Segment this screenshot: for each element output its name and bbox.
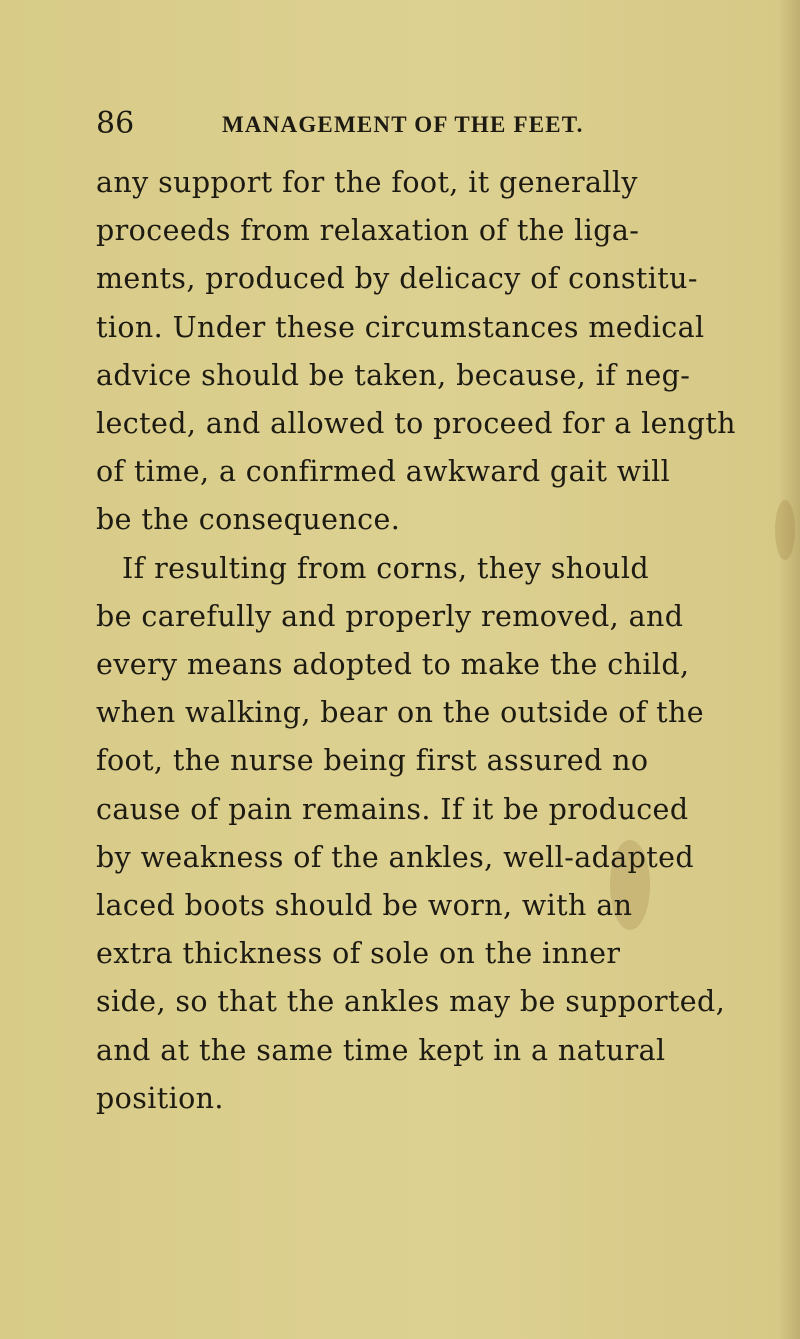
page-header [0, 104, 800, 144]
text-line: and at the same time kept in a natural [96, 1033, 666, 1067]
text-line: every means adopted to make the child, [96, 648, 690, 682]
text-line: proceeds from relaxation of the liga- [96, 214, 640, 248]
text-line: of time, a confirmed awkward gait will [96, 455, 671, 489]
text-line: be carefully and properly removed, and [96, 599, 684, 633]
text-line: foot, the nurse being first assured no [96, 744, 649, 778]
page-stain [775, 500, 795, 560]
paragraph-start-line: If resulting from corns, they should [122, 551, 650, 585]
text-line: side, so that the ankles may be supported, [96, 985, 726, 1019]
running-head: MANAGEMENT OF THE FEET. [222, 112, 584, 137]
text-line: position. [96, 1081, 224, 1115]
text-line: cause of pain remains. If it be produced [96, 792, 689, 826]
text-line: advice should be taken, because, if neg- [96, 358, 691, 392]
body-text [96, 159, 746, 1123]
text-line: any support for the foot, it generally [96, 166, 638, 199]
page-edge-shadow [778, 0, 800, 1339]
text-line: when walking, bear on the outside of the [96, 696, 705, 730]
text-line: by weakness of the ankles, well-adapted [96, 840, 695, 874]
text-line: tion. Under these circumstances medical [96, 310, 705, 344]
text-line: ments, produced by delicacy of constitu- [96, 262, 698, 296]
text-line: lected, and allowed to proceed for a length [96, 407, 736, 441]
page-number: 86 [96, 106, 135, 141]
text-line: laced boots should be worn, with an [96, 889, 633, 923]
text-line: extra thickness of sole on the inner [96, 937, 621, 971]
text-line: be the consequence. [96, 503, 401, 537]
